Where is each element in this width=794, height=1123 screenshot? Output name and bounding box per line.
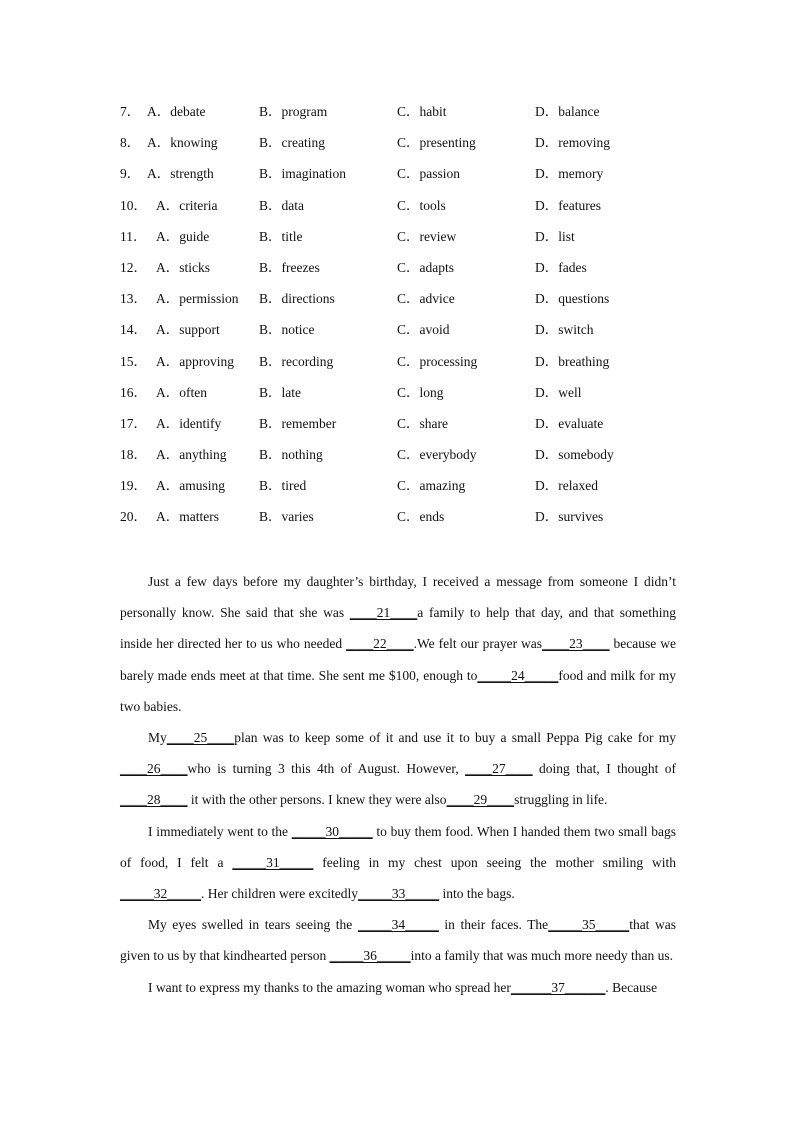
option-b: B．program (259, 104, 328, 119)
option-a: A．often (156, 384, 207, 400)
option-c: C．advice (397, 291, 455, 307)
option-a: A．criteria (156, 197, 218, 213)
question-row-19 (120, 475, 680, 506)
option-d: D．well (535, 384, 582, 400)
option-a: A．amusing (156, 478, 225, 494)
option-d: D．evaluate (535, 415, 604, 431)
passage-text: .We felt our prayer was (413, 636, 543, 652)
question-number: 18． (120, 447, 147, 463)
blank-34: _____34_____ (357, 917, 439, 933)
passage-text: struggling in life. (514, 792, 608, 808)
option-c: C．passion (397, 166, 461, 182)
option-d: D．relaxed (535, 478, 598, 494)
question-number: 7． (120, 104, 141, 119)
question-row-16 (120, 382, 680, 413)
passage-text: plan was to keep some of it and use it to buy a small Peppa Pig cake for my (234, 730, 676, 746)
option-c: C．review (397, 228, 457, 244)
passage-text: My (148, 730, 167, 746)
blank-24: _____24_____ (477, 667, 559, 683)
option-c: C．ends (397, 509, 445, 525)
question-row-7 (120, 101, 680, 132)
option-a: A．support (156, 322, 220, 338)
passage-paragraph-1 (120, 566, 676, 722)
option-c: C．avoid (397, 322, 450, 338)
option-b: B．nothing (259, 447, 323, 463)
question-number: 10． (120, 197, 147, 213)
question-number: 15． (120, 353, 147, 369)
blank-31: _____31_____ (232, 854, 314, 870)
option-c: C．presenting (397, 135, 476, 151)
question-number: 14． (120, 322, 147, 338)
option-d: D．memory (535, 166, 604, 182)
option-a: A．debate (147, 104, 206, 119)
option-a: A．identify (156, 415, 222, 431)
option-c: C．tools (397, 197, 446, 213)
option-b: B．directions (259, 291, 335, 307)
option-a: A．guide (156, 228, 210, 244)
option-a: A．matters (156, 509, 219, 525)
question-row-10 (120, 195, 680, 226)
question-number: 9． (120, 166, 141, 182)
passage-text: it with the other persons. I knew they were also (187, 792, 447, 808)
question-row-15 (120, 351, 680, 382)
option-c: C．processing (397, 353, 478, 369)
question-row-8 (120, 132, 680, 163)
passage-text: a family to help that day, and that something inside her directed her to us who needed (120, 605, 676, 652)
option-b: B．data (259, 197, 304, 213)
option-b: B．late (259, 384, 301, 400)
option-b: B．notice (259, 322, 315, 338)
question-number: 20． (120, 509, 147, 525)
option-d: D．switch (535, 322, 594, 338)
option-d: D．breathing (535, 353, 610, 369)
passage-text: in their faces. The (438, 917, 549, 933)
blank-28: ____28____ (120, 792, 188, 808)
option-d: D．list (535, 228, 575, 244)
passage-text: feeling in my chest upon seeing the mother smiling with (313, 854, 676, 870)
cloze-passage (120, 566, 676, 1003)
option-c: C．amazing (397, 478, 466, 494)
passage-text: doing that, I thought of (532, 761, 676, 777)
blank-37: ______37______ (510, 979, 606, 995)
option-b: B．title (259, 228, 303, 244)
question-number: 17． (120, 415, 147, 431)
question-row-17 (120, 413, 680, 444)
question-number: 19． (120, 478, 147, 494)
option-d: D．survives (535, 509, 604, 525)
passage-text: because we barely made ends meet at that time. She sent me $100, enough to (120, 636, 677, 683)
option-a: A．knowing (147, 135, 218, 151)
passage-text: food and milk for my two babies. (120, 667, 676, 714)
passage-paragraph-4 (120, 909, 676, 971)
option-d: D．fades (535, 259, 587, 275)
question-row-14 (120, 319, 680, 350)
blank-27: ____27____ (465, 761, 533, 777)
blank-35: _____35_____ (548, 917, 630, 933)
option-d: D．removing (535, 135, 610, 151)
question-row-9 (120, 163, 680, 194)
blank-22: ____22____ (346, 636, 414, 652)
option-b: B．varies (259, 509, 314, 525)
blank-30: _____30_____ (291, 823, 373, 839)
passage-paragraph-3 (120, 816, 676, 910)
option-b: B．creating (259, 135, 325, 151)
question-number: 12． (120, 259, 147, 275)
question-number: 13． (120, 291, 147, 307)
blank-33: _____33_____ (358, 886, 440, 902)
option-b: B．imagination (259, 166, 346, 182)
option-d: D．questions (535, 291, 610, 307)
passage-paragraph-5 (120, 972, 676, 1003)
question-number: 8． (120, 135, 141, 151)
option-a: A．strength (147, 166, 214, 182)
option-a: A．permission (156, 291, 239, 307)
question-number: 16． (120, 384, 147, 400)
passage-text: I want to express my thanks to the amazing woman who spread her (148, 979, 511, 995)
option-b: B．freezes (259, 259, 320, 275)
blank-25: ____25____ (166, 730, 235, 746)
option-d: D．somebody (535, 447, 614, 463)
blank-21: ____21____ (349, 605, 418, 621)
blank-36: _____36_____ (329, 948, 411, 964)
passage-text: Just a few days before my daughter’s birthday, I received a message from someone I didn’t personally know. She said that she was (120, 574, 676, 621)
passage-text: who is turning 3 this 4th of August. However, (187, 761, 466, 777)
option-c: C．habit (397, 104, 447, 119)
passage-text: I immediately went to the (148, 823, 292, 839)
question-row-13 (120, 288, 680, 319)
passage-paragraph-2 (120, 722, 676, 816)
option-d: D．features (535, 197, 601, 213)
option-d: D．balance (535, 104, 600, 119)
question-row-20 (120, 506, 680, 537)
passage-text: My eyes swelled in tears seeing the (148, 917, 358, 933)
blank-29: ____29____ (446, 792, 515, 808)
question-row-11 (120, 226, 680, 257)
blank-26: ____26____ (120, 761, 188, 777)
option-a: A．approving (156, 353, 234, 369)
option-c: C．everybody (397, 447, 477, 463)
passage-text: . Because (605, 979, 658, 995)
option-b: B．remember (259, 415, 337, 431)
option-c: C．long (397, 384, 444, 400)
option-c: C．adapts (397, 259, 454, 275)
option-b: B．recording (259, 353, 334, 369)
option-a: A．anything (156, 447, 227, 463)
passage-text: into a family that was much more needy than us. (410, 948, 674, 964)
question-row-12 (120, 257, 680, 288)
option-b: B．tired (259, 478, 307, 494)
passage-text: . Her children were excitedly (201, 886, 359, 902)
question-row-18 (120, 444, 680, 475)
blank-32: _____32_____ (120, 886, 201, 902)
passage-text: to buy them food. When I handed them two small bags of food, I felt a (120, 823, 676, 870)
blank-23: ____23____ (542, 636, 610, 652)
option-c: C．share (397, 415, 448, 431)
option-a: A．sticks (156, 259, 210, 275)
passage-text: into the bags. (439, 886, 515, 902)
answer-options-list (120, 101, 680, 538)
passage-text: that was given to us by that kindhearted person (120, 917, 676, 964)
question-number: 11． (120, 228, 147, 244)
